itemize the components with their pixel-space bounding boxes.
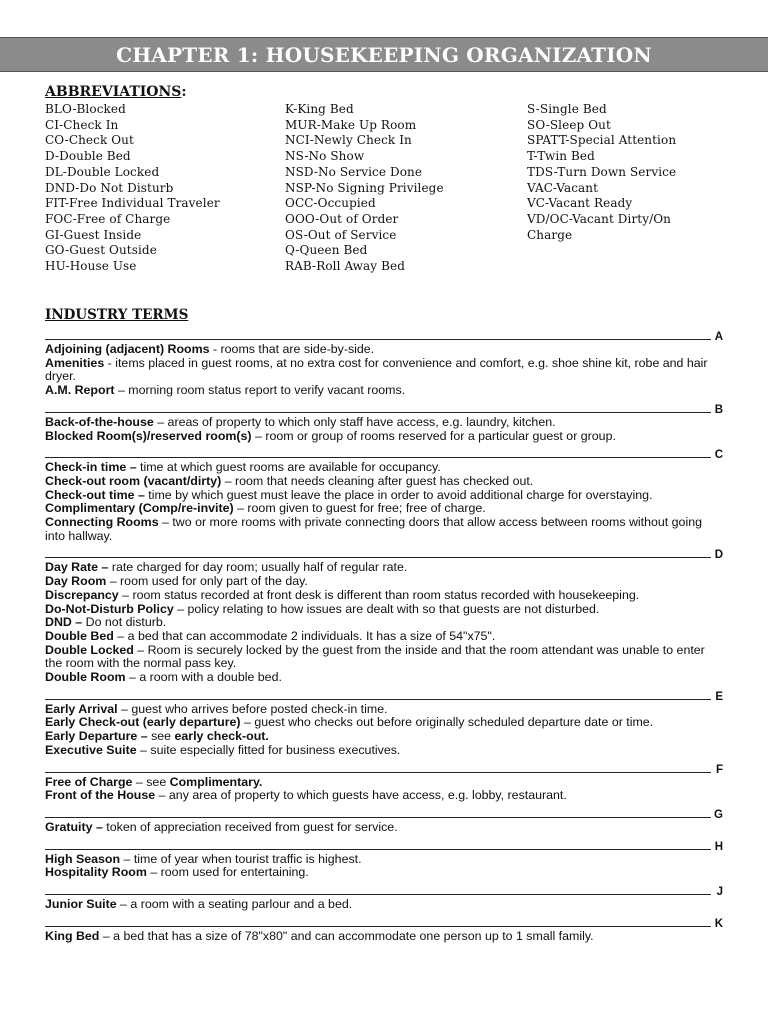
term-definition: time by which guest must leave the place in order to avoid additional charge for overstaying. bbox=[144, 487, 653, 502]
term-entry bbox=[45, 866, 723, 880]
term-entry bbox=[45, 898, 723, 912]
abbreviation-item: RAB-Roll Away Bed bbox=[285, 259, 405, 274]
divider-line bbox=[45, 457, 711, 458]
abbreviation-item: DL-Double Locked bbox=[45, 164, 160, 179]
term-entry bbox=[45, 630, 723, 644]
term-definition: – two or more rooms with private connecting doors that allow access between rooms without going into hallway. bbox=[45, 515, 702, 543]
term-entry bbox=[45, 343, 723, 357]
term-entry bbox=[45, 589, 723, 603]
term-entry bbox=[45, 384, 723, 398]
term-name: Back-of-the-house bbox=[45, 414, 154, 429]
term-definition: – guest who arrives before posted check-in time. bbox=[117, 701, 388, 716]
section-letter: B bbox=[714, 403, 723, 416]
term-name: Check-out room (vacant/dirty) bbox=[45, 473, 222, 488]
term-name: Gratuity – bbox=[45, 819, 103, 834]
term-entry bbox=[45, 430, 723, 444]
chapter-title: CHAPTER 1: HOUSEKEEPING ORGANIZATION bbox=[116, 43, 652, 67]
term-entry bbox=[45, 703, 723, 717]
section-divider bbox=[45, 835, 723, 853]
term-name: Complimentary (Comp/re-invite) bbox=[45, 501, 234, 516]
abbreviations-column-3 bbox=[527, 102, 676, 243]
abbreviation-item: Q-Queen Bed bbox=[285, 243, 368, 258]
term-definition: token of appreciation received from guest for service. bbox=[102, 819, 398, 834]
term-definition: – room status recorded at front desk is different than room status recorded with housekeeping. bbox=[118, 587, 640, 602]
term-definition: time at which guest rooms are available for occupancy. bbox=[136, 460, 441, 475]
term-entry bbox=[45, 502, 723, 516]
section-divider bbox=[45, 398, 723, 416]
abbreviation-item: SPATT-Special Attention bbox=[527, 133, 677, 148]
abbreviation-item: SO-Sleep Out bbox=[527, 117, 611, 132]
term-cross-reference: early check-out. bbox=[174, 729, 269, 744]
industry-terms-list bbox=[45, 325, 723, 944]
term-name: Check-in time – bbox=[45, 460, 137, 475]
term-entry bbox=[45, 644, 723, 671]
term-definition: – room that needs cleaning after guest has checked out. bbox=[221, 473, 534, 488]
abbreviation-item: T-Twin Bed bbox=[527, 149, 595, 164]
term-name: High Season bbox=[45, 851, 121, 866]
term-definition: – a room with a seating parlour and a bed. bbox=[116, 897, 353, 912]
term-definition: – a bed that has a size of 78"x80" and can accommodate one person up to 1 small family. bbox=[99, 928, 594, 943]
term-name: Double Locked bbox=[45, 642, 134, 657]
term-name: Free of Charge bbox=[45, 774, 133, 789]
abbreviation-item: VAC-Vacant bbox=[527, 180, 599, 195]
term-definition: – Room is securely locked by the guest from the inside and that the room attendant was unable to enter the room with the normal pass key. bbox=[45, 642, 705, 671]
term-entry bbox=[45, 821, 723, 835]
term-definition: – morning room status report to verify vacant rooms. bbox=[114, 383, 406, 398]
section-divider bbox=[45, 543, 723, 561]
term-definition: – any area of property to which guests have access, e.g. lobby, restaurant. bbox=[155, 788, 567, 803]
term-definition: – see bbox=[132, 774, 170, 789]
abbreviation-item: TDS-Turn Down Service bbox=[527, 164, 677, 179]
term-name: Day Room bbox=[45, 574, 107, 589]
term-entry bbox=[45, 575, 723, 589]
term-entry bbox=[45, 930, 723, 944]
term-definition: Do not disturb. bbox=[82, 615, 167, 630]
section-divider bbox=[45, 758, 723, 776]
term-definition: – room used for only part of the day. bbox=[106, 574, 308, 589]
abbreviation-item: NSP-No Signing Privilege bbox=[285, 180, 444, 195]
section-letter: E bbox=[715, 690, 723, 703]
section-letter: H bbox=[714, 840, 723, 853]
divider-line bbox=[45, 557, 711, 558]
abbreviations-heading bbox=[45, 84, 187, 100]
divider-line bbox=[45, 412, 711, 413]
term-entry bbox=[45, 616, 723, 630]
abbreviation-item: CO-Check Out bbox=[45, 133, 134, 148]
term-name: DND – bbox=[45, 615, 83, 630]
term-definition: – a room with a double bed. bbox=[125, 670, 282, 685]
abbreviation-item: NCI-Newly Check In bbox=[285, 133, 412, 148]
divider-line bbox=[45, 817, 711, 818]
term-name: Amenities bbox=[45, 355, 105, 370]
abbreviation-item: GI-Guest Inside bbox=[45, 227, 142, 242]
industry-terms-heading: INDUSTRY TERMS bbox=[45, 307, 189, 323]
term-entry bbox=[45, 561, 723, 575]
term-name: Day Rate – bbox=[45, 560, 109, 575]
term-entry bbox=[45, 776, 723, 790]
section-divider bbox=[45, 880, 723, 898]
section-divider bbox=[45, 685, 723, 703]
term-definition: – guest who checks out before originally scheduled departure date or time. bbox=[240, 715, 654, 730]
term-definition: – room given to guest for free; free of charge. bbox=[233, 501, 486, 516]
divider-line bbox=[45, 699, 711, 700]
section-letter: J bbox=[716, 886, 723, 899]
term-name: Double Room bbox=[45, 670, 126, 685]
term-definition: – areas of property to which only staff have access, e.g. laundry, kitchen. bbox=[153, 414, 556, 429]
abbreviation-item: HU-House Use bbox=[45, 259, 137, 274]
term-name: Check-out time – bbox=[45, 487, 145, 502]
term-definition: – suite especially fitted for business executives. bbox=[136, 742, 401, 757]
term-definition: – policy relating to how issues are dealt with so that guests are not disturbed. bbox=[173, 601, 600, 616]
term-entry bbox=[45, 744, 723, 758]
term-definition: - rooms that are side-by-side. bbox=[209, 342, 375, 356]
section-divider bbox=[45, 803, 723, 821]
section-letter: C bbox=[714, 449, 723, 462]
term-entry bbox=[45, 603, 723, 617]
term-entry bbox=[45, 716, 723, 730]
term-name: Executive Suite bbox=[45, 742, 137, 757]
term-name: Early Departure – bbox=[45, 729, 148, 744]
abbreviation-item: MUR-Make Up Room bbox=[285, 117, 417, 132]
term-entry bbox=[45, 516, 723, 543]
abbreviation-item: FOC-Free of Charge bbox=[45, 211, 171, 226]
term-definition: see bbox=[147, 729, 175, 744]
section-divider bbox=[45, 443, 723, 461]
term-definition: rate charged for day room; usually half of regular rate. bbox=[108, 560, 408, 575]
section-letter: K bbox=[714, 917, 723, 930]
abbreviations-column-2 bbox=[285, 102, 444, 275]
term-name: Connecting Rooms bbox=[45, 515, 159, 530]
abbreviations-heading-colon: : bbox=[181, 84, 187, 100]
section-divider bbox=[45, 912, 723, 930]
abbreviation-item: Charge bbox=[527, 227, 573, 242]
divider-line bbox=[45, 894, 711, 895]
term-name: Junior Suite bbox=[45, 897, 117, 912]
abbreviation-item: NS-No Show bbox=[285, 149, 365, 164]
term-name: A.M. Report bbox=[45, 383, 115, 398]
chapter-header-bar bbox=[0, 37, 768, 72]
term-entry bbox=[45, 357, 723, 384]
abbreviation-item: VD/OC-Vacant Dirty/On bbox=[527, 211, 671, 226]
term-name: Double Bed bbox=[45, 628, 114, 643]
term-definition: – room used for entertaining. bbox=[146, 865, 309, 880]
abbreviation-item: S-Single Bed bbox=[527, 102, 607, 116]
term-name: Discrepancy bbox=[45, 587, 119, 602]
abbreviation-item: GO-Guest Outside bbox=[45, 243, 157, 258]
section-letter: A bbox=[714, 331, 723, 343]
divider-line bbox=[45, 339, 711, 340]
abbreviation-item: CI-Check In bbox=[45, 117, 119, 132]
abbreviations-column-1 bbox=[45, 102, 220, 275]
abbreviation-item: FIT-Free Individual Traveler bbox=[45, 196, 220, 211]
term-entry bbox=[45, 416, 723, 430]
abbreviation-item: VC-Vacant Ready bbox=[527, 196, 633, 211]
abbreviation-item: K-King Bed bbox=[285, 102, 354, 116]
term-definition: – a bed that can accommodate 2 individuals. It has a size of 54"x75". bbox=[113, 628, 496, 643]
term-definition: - items placed in guest rooms, at no extra cost for convenience and comfort, e.g. shoe shine kit, robe and hair dryer. bbox=[45, 355, 708, 384]
term-entry bbox=[45, 853, 723, 867]
term-definition: – room or group of rooms reserved for a particular guest or group. bbox=[251, 428, 616, 443]
section-divider bbox=[45, 325, 723, 343]
abbreviation-item: OCC-Occupied bbox=[285, 196, 376, 211]
section-letter: D bbox=[714, 549, 723, 562]
divider-line bbox=[45, 926, 711, 927]
section-letter: F bbox=[715, 763, 723, 776]
term-name: Early Check-out (early departure) bbox=[45, 715, 241, 730]
term-entry bbox=[45, 789, 723, 803]
term-definition: – time of year when tourist traffic is highest. bbox=[120, 851, 362, 866]
term-name: Adjoining (adjacent) Rooms bbox=[45, 342, 210, 356]
term-entry bbox=[45, 671, 723, 685]
term-entry bbox=[45, 475, 723, 489]
term-name: Front of the House bbox=[45, 788, 156, 803]
section-letter: G bbox=[714, 808, 723, 821]
term-entry bbox=[45, 730, 723, 744]
term-entry bbox=[45, 489, 723, 503]
abbreviations-heading-text: ABBREVIATIONS bbox=[45, 84, 182, 100]
abbreviation-item: OOO-Out of Order bbox=[285, 211, 399, 226]
abbreviation-item: OS-Out of Service bbox=[285, 227, 397, 242]
abbreviation-item: DND-Do Not Disturb bbox=[45, 180, 174, 195]
term-name: King Bed bbox=[45, 928, 100, 943]
abbreviation-item: D-Double Bed bbox=[45, 149, 131, 164]
divider-line bbox=[45, 849, 711, 850]
term-name: Do-Not-Disturb Policy bbox=[45, 601, 174, 616]
term-name: Early Arrival bbox=[45, 701, 118, 716]
term-cross-reference: Complimentary. bbox=[169, 774, 263, 789]
abbreviation-item: BLO-Blocked bbox=[45, 102, 126, 116]
divider-line bbox=[45, 772, 711, 773]
term-entry bbox=[45, 461, 723, 475]
term-name: Blocked Room(s)/reserved room(s) bbox=[45, 428, 252, 443]
abbreviation-item: NSD-No Service Done bbox=[285, 164, 423, 179]
term-name: Hospitality Room bbox=[45, 865, 147, 880]
